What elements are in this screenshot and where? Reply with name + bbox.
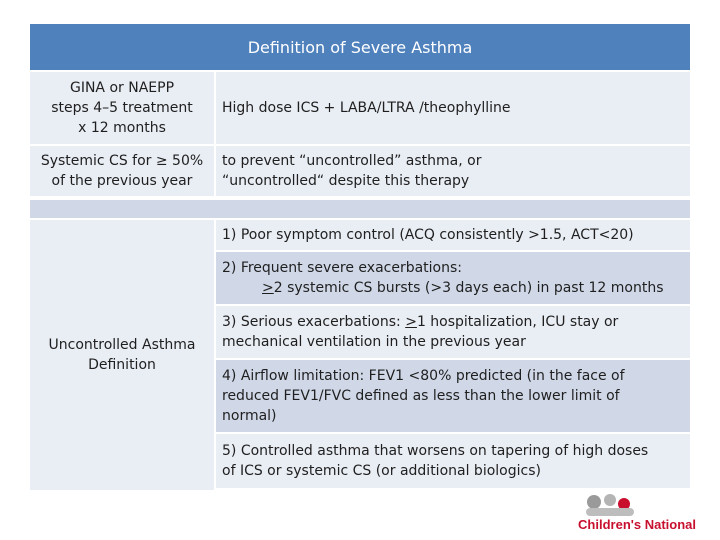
row-value <box>216 146 690 196</box>
row-value: High dose ICS + LABA/LTRA /theophylline <box>216 72 690 144</box>
row-label-line: of the previous year <box>51 173 193 189</box>
row-value-line: “uncontrolled“ despite this therapy <box>222 173 470 189</box>
criteria-list <box>216 220 690 490</box>
criterion-text: 5) Controlled asthma that worsens on tapering of high doses <box>222 443 649 459</box>
uncontrolled-label-line: Uncontrolled Asthma <box>48 337 196 353</box>
table-row <box>30 146 690 196</box>
underlined-symbol: > <box>405 314 417 330</box>
criterion-text-rest: 2 systemic CS bursts (>3 days each) in past 12 months <box>273 280 664 296</box>
criterion-text: reduced FEV1/FVC defined as less than the lower limit of <box>222 388 620 404</box>
criterion-text <box>222 278 684 298</box>
logo-text: Children's National <box>578 517 696 532</box>
row-value-line: to prevent “uncontrolled” asthma, or <box>222 153 482 169</box>
criterion-text: normal) <box>222 408 277 424</box>
criterion-item <box>216 252 690 304</box>
logo-figures-icon <box>582 492 642 518</box>
criterion-text-pre: 3) Serious exacerbations: <box>222 314 406 330</box>
row-label-line: x 12 months <box>78 120 166 136</box>
row-label-line: Systemic CS for ≥ 50% <box>40 153 204 169</box>
criterion-text: of ICS or systemic CS (or additional biologics) <box>222 463 541 479</box>
table-divider <box>30 200 690 218</box>
childrens-national-logo <box>576 492 696 532</box>
table-row <box>30 72 690 144</box>
row-label <box>30 146 214 196</box>
uncontrolled-label <box>30 220 214 490</box>
criterion-item <box>216 306 690 358</box>
row-label <box>30 72 214 144</box>
criterion-item <box>216 220 690 250</box>
criterion-text <box>222 312 684 332</box>
uncontrolled-section <box>30 220 690 490</box>
row-label-line: steps 4–5 treatment <box>51 100 193 116</box>
criterion-text: 2) Frequent severe exacerbations: <box>222 260 463 276</box>
uncontrolled-label-line: Definition <box>88 357 156 373</box>
criterion-text: 4) Airflow limitation: FEV1 <80% predicted (in the face of <box>222 368 625 384</box>
criterion-item <box>216 434 690 488</box>
table-title: Definition of Severe Asthma <box>30 24 690 70</box>
criterion-item <box>216 360 690 432</box>
underlined-symbol: > <box>262 280 274 296</box>
criterion-text-post: 1 hospitalization, ICU stay or <box>416 314 619 330</box>
row-label-line: GINA or NAEPP <box>69 80 175 96</box>
criterion-text: mechanical ventilation in the previous year <box>222 334 526 350</box>
severe-asthma-table <box>30 24 690 490</box>
criterion-text: 1) Poor symptom control (ACQ consistently >1.5, ACT<20) <box>222 227 634 243</box>
